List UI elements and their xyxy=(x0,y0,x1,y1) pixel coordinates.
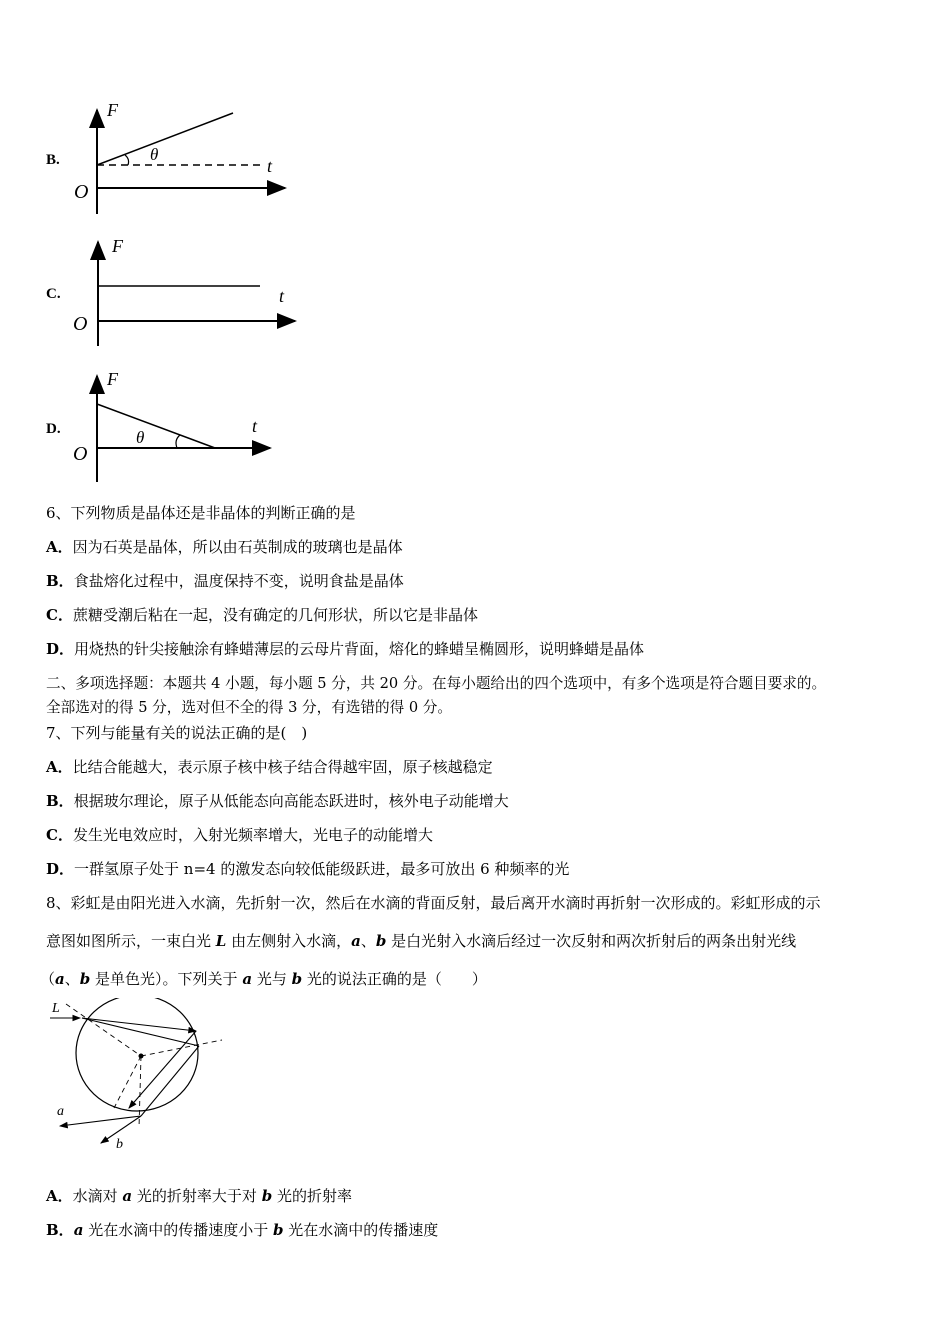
option-text: 一群氢原子处于 n=4 的激发态向较低能级跃进，最多可放出 6 种频率的光 xyxy=(74,860,570,878)
option-text: 因为石英是晶体，所以由石英制成的玻璃也是晶体 xyxy=(72,538,403,556)
text: 光在水滴中的传播速度 xyxy=(283,1221,439,1239)
origin-label: O xyxy=(73,313,88,335)
refracted-ray-2 xyxy=(82,1018,196,1031)
section2-line2: 全部选对的得 5 分，选对但不全的得 3 分，有选错的得 0 分。 xyxy=(46,699,452,716)
q6-option-b xyxy=(46,571,404,591)
section2-line1: 二、多项选择题：本题共 4 小题，每小题 5 分，共 20 分。在每小题给出的四个选项中，有多个选项是符合题目要求的。 xyxy=(46,675,827,692)
text: 光的折射率 xyxy=(272,1187,352,1205)
axis-f-label: F xyxy=(107,100,118,120)
option-key: A． xyxy=(46,758,73,776)
force-line xyxy=(97,113,233,165)
text: 、 xyxy=(360,932,376,950)
normal-line xyxy=(114,1056,141,1108)
q8-stem-line2 xyxy=(46,931,796,951)
option-key: B． xyxy=(46,792,74,810)
text: 光的折射率大于对 xyxy=(132,1187,262,1205)
var-b: b xyxy=(79,970,91,988)
option-text: 比结合能越大，表示原子核中核子结合得越牢固，原子核越稳定 xyxy=(72,758,493,776)
axis-t-label: t xyxy=(252,416,258,436)
droplet-center xyxy=(139,1054,144,1059)
axis-t-label: t xyxy=(267,156,273,176)
option-key: C． xyxy=(46,826,73,844)
reflected-ray-2 xyxy=(129,1031,196,1108)
option-key: A． xyxy=(46,1187,73,1205)
text: 是单色光）。下列关于 xyxy=(90,970,243,988)
q7-option-b xyxy=(46,791,509,811)
q8-option-a xyxy=(46,1186,352,1206)
graph-c xyxy=(70,234,300,348)
droplet-circle xyxy=(76,998,198,1111)
theta-label: θ xyxy=(150,145,159,164)
text: 、 xyxy=(64,970,80,988)
text: 光在水滴中的传播速度小于 xyxy=(83,1221,273,1239)
q6-option-d xyxy=(46,639,644,659)
option-text: 食盐熔化过程中，温度保持不变，说明食盐是晶体 xyxy=(73,572,404,590)
axis-t-label: t xyxy=(279,286,285,306)
option-text: 发生光电效应时，入射光频率增大，光电子的动能增大 xyxy=(72,826,433,844)
var-a: a xyxy=(351,932,361,950)
q7-stem: 7、下列与能量有关的说法正确的是( ) xyxy=(46,724,308,742)
option-key: D． xyxy=(46,860,75,878)
option-key: A． xyxy=(46,538,73,556)
text: 光的说法正确的是（ ） xyxy=(302,970,487,988)
text: 水滴对 xyxy=(72,1187,123,1205)
option-key: B． xyxy=(46,572,74,590)
option-key: D． xyxy=(46,640,75,658)
option-d-label: D. xyxy=(46,421,61,437)
option-text: 用烧热的针尖接触涂有蜂蜡薄层的云母片背面，熔化的蜂蜡呈椭圆形，说明蜂蜡是晶体 xyxy=(74,640,645,658)
origin-label: O xyxy=(74,181,89,203)
refracted-ray-1 xyxy=(82,1018,199,1046)
var-a: a xyxy=(73,1221,84,1239)
var-l: L xyxy=(215,932,227,950)
ray-b-label: b xyxy=(116,1137,123,1152)
var-a: a xyxy=(242,970,253,988)
ray-l-label: L xyxy=(52,1001,60,1016)
origin-label: O xyxy=(73,443,88,465)
q6-option-c xyxy=(46,605,478,625)
droplet-figure xyxy=(44,998,234,1153)
option-key: C． xyxy=(46,606,73,624)
q6-stem: 6、下列物质是晶体还是非晶体的判断正确的是 xyxy=(46,504,356,522)
q7-option-c xyxy=(46,825,433,845)
force-line xyxy=(97,404,215,448)
var-b: b xyxy=(291,970,303,988)
ray-a-label: a xyxy=(57,1104,64,1119)
var-b: b xyxy=(272,1221,284,1239)
text: 是白光射入水滴后经过一次反射和两次折射后的两条出射光线 xyxy=(386,932,797,950)
normal-line xyxy=(66,1004,141,1056)
option-key: B． xyxy=(46,1221,74,1239)
q7-option-a xyxy=(46,757,493,777)
option-text: 蔗糖受潮后粘在一起，没有确定的几何形状，所以它是非晶体 xyxy=(72,606,478,624)
axis-f-label: F xyxy=(112,236,123,256)
q7-option-d xyxy=(46,859,569,879)
q8-stem-line1: 8、彩虹是由阳光进入水滴，先折射一次，然后在水滴的背面反射，最后离开水滴时再折射一次形成的。彩虹形成的示 xyxy=(46,894,821,912)
text: 由左侧射入水滴， xyxy=(226,932,352,950)
var-b: b xyxy=(375,932,387,950)
q8-option-b xyxy=(46,1220,438,1240)
angle-arc xyxy=(125,155,129,165)
axis-f-label: F xyxy=(107,369,118,389)
graph-b xyxy=(70,98,290,216)
text: （ xyxy=(40,970,56,988)
text: 意图如图所示，一束白光 xyxy=(46,932,216,950)
var-a: a xyxy=(122,1187,133,1205)
theta-label: θ xyxy=(136,428,145,447)
q6-option-a xyxy=(46,537,403,557)
var-a: a xyxy=(55,970,65,988)
option-b-label: B. xyxy=(46,152,60,168)
var-b: b xyxy=(261,1187,273,1205)
angle-arc xyxy=(176,435,180,448)
option-c-label: C. xyxy=(46,286,61,302)
q8-stem-line3 xyxy=(40,969,487,989)
option-text: 根据玻尔理论，原子从低能态向高能态跃进时，核外电子动能增大 xyxy=(73,792,509,810)
graph-d xyxy=(70,368,280,484)
text: 光与 xyxy=(252,970,292,988)
